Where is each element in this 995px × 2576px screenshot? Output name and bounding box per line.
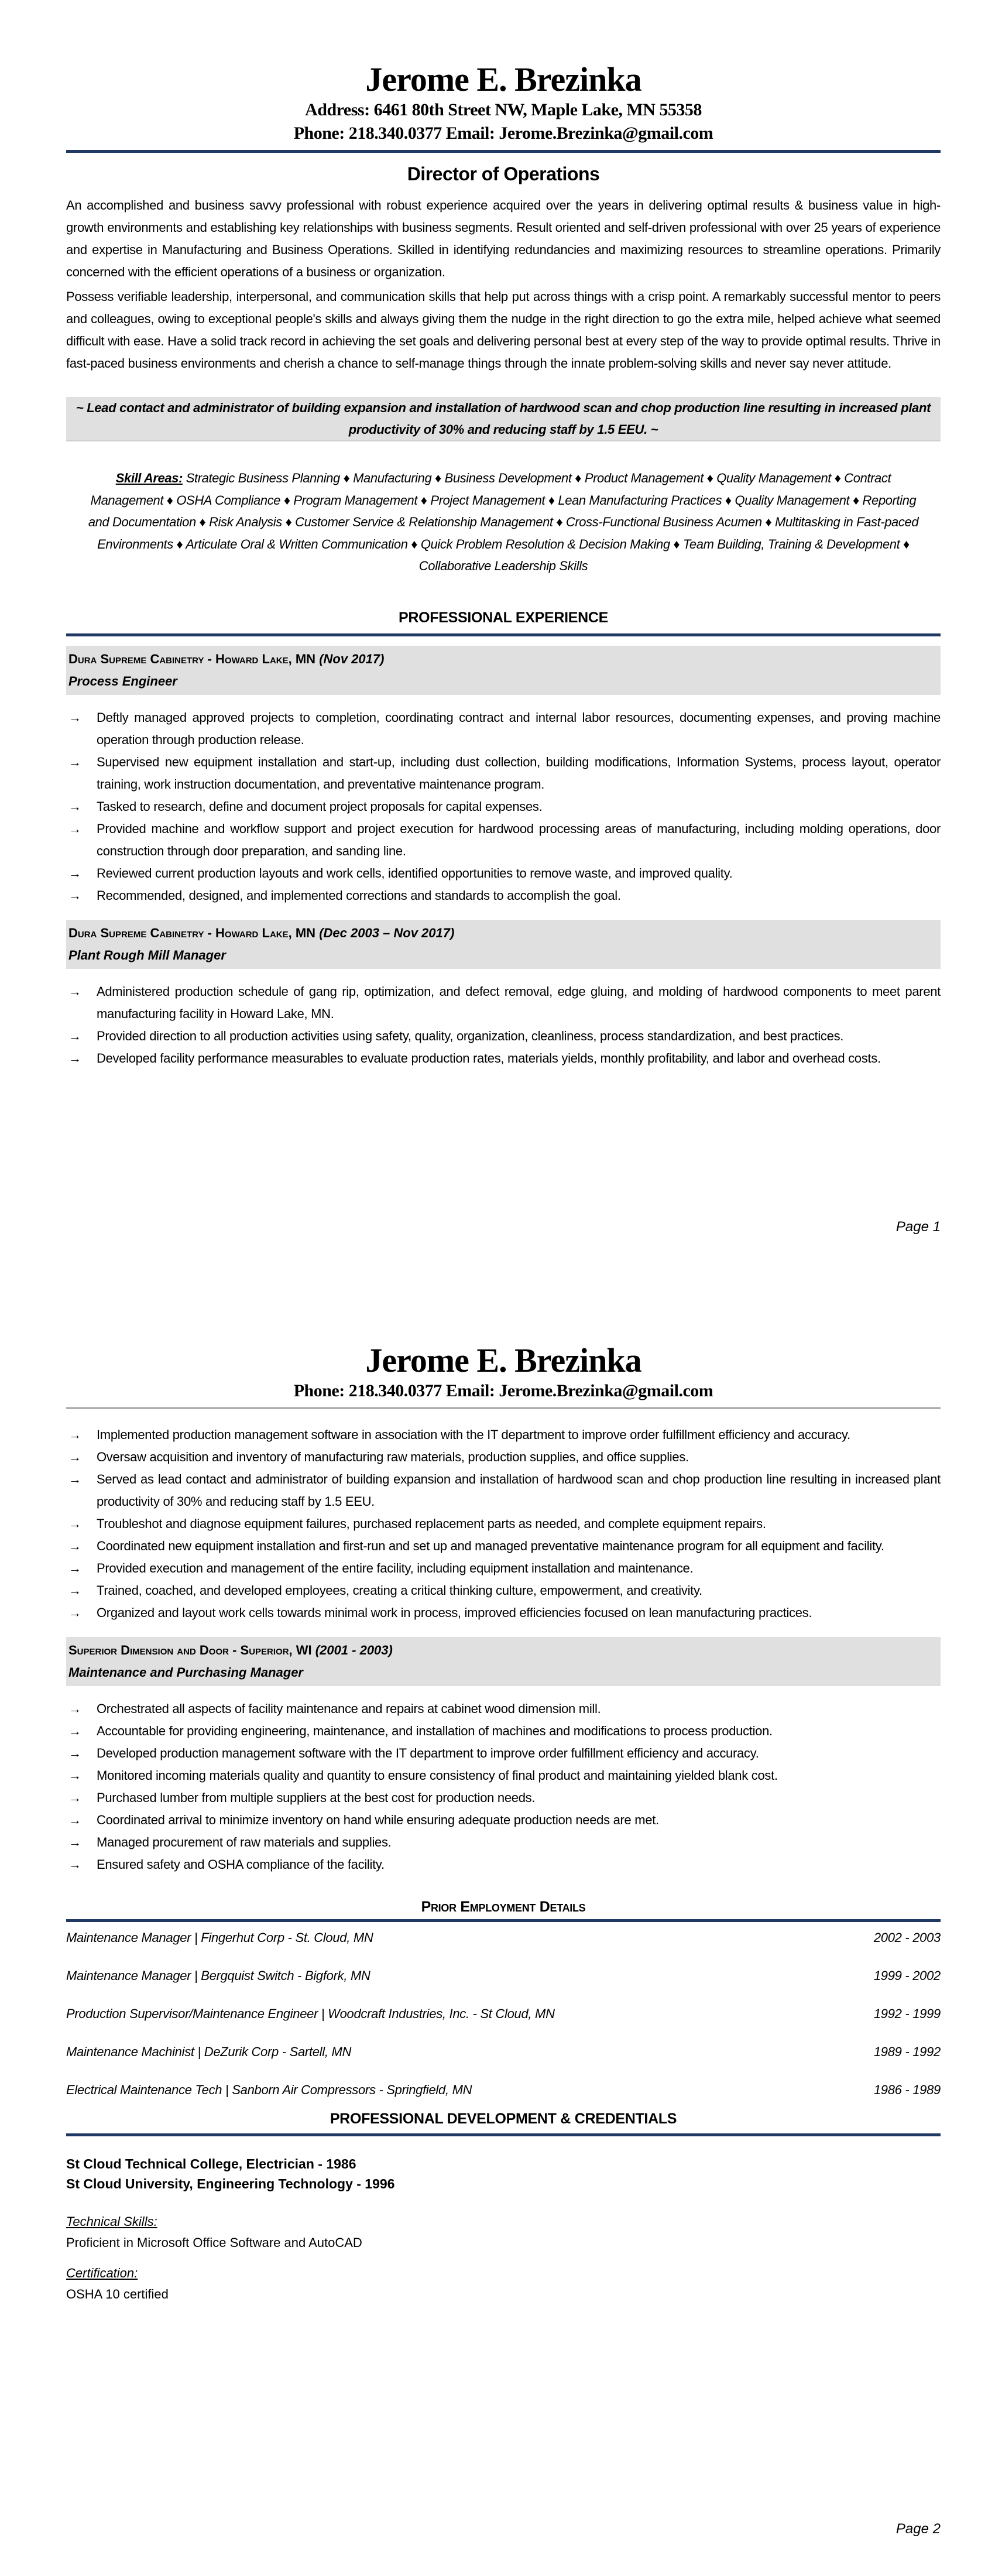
bullet-text: Monitored incoming materials quality and quantity to ensure consistency of final product and maintaining yielded blank cost. <box>97 1768 778 1783</box>
arrow-icon: → <box>68 710 81 725</box>
bullet-text: Coordinated arrival to minimize inventory on hand while ensuring adequate production needs are met. <box>97 1813 659 1827</box>
bullet-item <box>66 751 941 796</box>
arrow-icon: → <box>68 754 81 769</box>
bullet-item <box>66 1468 941 1513</box>
job-role: Plant Rough Mill Manager <box>68 947 226 962</box>
job-company: Dura Supreme Cabinetry - Howard Lake, MN <box>68 651 316 666</box>
arrow-icon: → <box>68 1701 81 1716</box>
job-company: Superior Dimension and Door - Superior, WI <box>68 1643 312 1657</box>
arrow-icon: → <box>68 1768 81 1783</box>
bullet-item <box>66 1025 941 1047</box>
bullet-item <box>66 1831 941 1854</box>
arrow-icon: → <box>68 865 81 881</box>
education-item: St Cloud University, Engineering Technology - 1996 <box>66 2176 395 2191</box>
job-bullets <box>66 1424 941 1624</box>
bullet-item <box>66 1720 941 1742</box>
page-number: Page 1 <box>896 1219 941 1235</box>
arrow-icon: → <box>68 1857 81 1872</box>
bullet-text: Ensured safety and OSHA compliance of the facility. <box>97 1857 385 1872</box>
arrow-icon: → <box>68 1605 81 1620</box>
bullet-text: Troubleshot and diagnose equipment failures, purchased replacement parts as needed, and complete equipment repairs. <box>97 1516 766 1531</box>
bullet-text: Managed procurement of raw materials and supplies. <box>97 1835 392 1849</box>
prior-employment-row <box>66 1965 941 1987</box>
section-divider <box>66 1919 941 1922</box>
job-dates: (Nov 2017) <box>319 651 385 666</box>
job-bullets <box>66 981 941 1070</box>
job-dates: (2001 - 2003) <box>315 1643 393 1657</box>
arrow-icon: → <box>68 1028 81 1043</box>
bullet-item <box>66 1535 941 1557</box>
prior-employment-row <box>66 2003 941 2025</box>
skill-areas-list: Strategic Business Planning ♦ Manufacturing ♦ Business Development ♦ Product Management ♦ Quality Management ♦ Contract Management ♦ OSHA Compliance ♦ Program Management ♦ Project Management ♦ Lean Manufacturing Practices ♦ Quality Management ♦ Reporting and Documentation ♦ Risk Analysis ♦ Customer Service & Relationship Management ♦ Cross-Functional Business Acumen ♦ Multitasking in Fast-paced Environments ♦ Articulate Oral & Written Communication ♦ Quick Problem Resolution & Decision Making ♦ Team Building, Training & Development ♦ Collaborative Leadership Skills <box>88 471 919 573</box>
bullet-item <box>66 1557 941 1580</box>
prior-employment-row <box>66 2041 941 2063</box>
arrow-icon: → <box>68 1450 81 1464</box>
contact-info: Phone: 218.340.0377 Email: Jerome.Brezinka@gmail.com <box>293 1381 713 1400</box>
technical-skills-label: Technical Skills: <box>66 2214 157 2229</box>
bullet-text: Supervised new equipment installation and start-up, including dust collection, building modifications, Information Systems, process layout, operator training, work instruction documentation, and preventative maintenance program. <box>97 754 941 792</box>
job-role: Maintenance and Purchasing Manager <box>68 1665 303 1680</box>
arrow-icon: → <box>68 1561 81 1575</box>
bullet-text: Oversaw acquisition and inventory of manufacturing raw materials, production supplies, and office supplies. <box>97 1450 689 1464</box>
bullet-item <box>66 1513 941 1535</box>
bullet-item <box>66 1854 941 1876</box>
prior-employment-list <box>66 1927 941 2101</box>
bullet-text: Trained, coached, and developed employees, creating a critical thinking culture, empowerment, and creativity. <box>97 1583 702 1598</box>
bullet-item <box>66 1765 941 1787</box>
arrow-icon: → <box>68 1790 81 1805</box>
contact-info: Phone: 218.340.0377 Email: Jerome.Brezinka@gmail.com <box>293 124 713 143</box>
bullet-item <box>66 1809 941 1831</box>
bullet-item <box>66 818 941 862</box>
section-heading-prior-employment: Prior Employment Details <box>421 1899 586 1915</box>
arrow-icon: → <box>68 1539 81 1553</box>
arrow-icon: → <box>68 1472 81 1486</box>
bullet-text: Deftly managed approved projects to completion, coordinating contract and internal labor resources, documenting expenses, and proving machine operation through production release. <box>97 710 941 747</box>
bullet-text: Recommended, designed, and implemented corrections and standards to accomplish the goal. <box>97 888 621 903</box>
job-header <box>66 920 941 969</box>
arrow-icon: → <box>68 888 81 903</box>
bullet-item <box>66 1446 941 1468</box>
bullet-item <box>66 981 941 1025</box>
arrow-icon: → <box>68 1427 81 1442</box>
job-bullets <box>66 1698 941 1876</box>
bullet-text: Tasked to research, define and document project proposals for capital expenses. <box>97 799 543 814</box>
arrow-icon: → <box>68 1813 81 1827</box>
header-divider <box>66 1407 941 1409</box>
bullet-text: Organized and layout work cells towards minimal work in process, improved efficiencies focused on lean manufacturing practices. <box>97 1605 812 1620</box>
arrow-icon: → <box>68 1516 81 1531</box>
bullet-text: Provided machine and workflow support and project execution for hardwood processing areas of manufacturing, including molding operations, door construction through door preparation, and sanding line. <box>97 821 941 858</box>
job-header <box>66 646 941 695</box>
bullet-text: Served as lead contact and administrator of building expansion and installation of hardwood scan and chop production line resulting in increased plant productivity of 30% and reducing staff by 1.5 EEU. <box>97 1472 941 1509</box>
bullet-item <box>66 862 941 885</box>
address: Address: 6461 80th Street NW, Maple Lake, MN 55358 <box>305 100 702 119</box>
bullet-item <box>66 1602 941 1624</box>
candidate-name: Jerome E. Brezinka <box>365 1341 641 1379</box>
arrow-icon: → <box>68 1835 81 1849</box>
job-dates: (Dec 2003 – Nov 2017) <box>319 925 455 940</box>
education-item: St Cloud Technical College, Electrician - 1986 <box>66 2156 356 2171</box>
bullet-text: Orchestrated all aspects of facility maintenance and repairs at cabinet wood dimension mill. <box>97 1701 601 1716</box>
prior-role: Maintenance Machinist | DeZurik Corp - Sartell, MN <box>66 2044 352 2059</box>
summary-paragraph: An accomplished and business savvy professional with robust experience acquired over the years in delivering optimal results & business value in high-growth environments and establishing key relationships with business segments. Result oriented and self-driven professional with over 25 years of experience and expertise in Manufacturing and Business Operations. Skilled in identifying redundancies and maximizing resources to streamline operations. Primarily concerned with the efficient operations of a business or organization. <box>66 198 941 279</box>
page-number: Page 2 <box>896 2521 941 2537</box>
bullet-text: Reviewed current production layouts and work cells, identified opportunities to remove waste, and improved quality. <box>97 865 733 881</box>
bullet-text: Developed facility performance measurables to evaluate production rates, materials yields, monthly profitability, and labor and overhead costs. <box>97 1050 881 1066</box>
bullet-text: Provided direction to all production activities using safety, quality, organization, cleanliness, process standardization, and best practices. <box>97 1028 844 1043</box>
section-heading-credentials: PROFESSIONAL DEVELOPMENT & CREDENTIALS <box>330 2111 677 2127</box>
page-2 <box>0 1288 995 2576</box>
certification: OSHA 10 certified <box>66 2287 169 2301</box>
prior-employment-row <box>66 1927 941 1949</box>
arrow-icon: → <box>68 821 81 836</box>
arrow-icon: → <box>68 799 81 814</box>
certification-label: Certification: <box>66 2266 138 2280</box>
arrow-icon: → <box>68 1050 81 1066</box>
bullet-text: Implemented production management software in association with the IT department to improve order fulfillment efficiency and accuracy. <box>97 1427 850 1442</box>
job-header <box>66 1637 941 1686</box>
skill-areas <box>84 467 923 577</box>
bullet-text: Coordinated new equipment installation and first-run and set up and managed preventative maintenance program for all equipment and facility. <box>97 1539 884 1553</box>
arrow-icon: → <box>68 984 81 999</box>
prior-employment-row <box>66 2079 941 2101</box>
bullet-text: Provided execution and management of the entire facility, including equipment installation and maintenance. <box>97 1561 694 1575</box>
section-heading-experience: PROFESSIONAL EXPERIENCE <box>399 609 608 626</box>
skill-areas-label: Skill Areas: <box>115 471 183 485</box>
bullet-text: Accountable for providing engineering, maintenance, and installation of machines and modifications to process production. <box>97 1724 773 1738</box>
arrow-icon: → <box>68 1583 81 1598</box>
job-role: Process Engineer <box>68 673 177 688</box>
bullet-item <box>66 1047 941 1070</box>
candidate-name: Jerome E. Brezinka <box>365 60 641 98</box>
bullet-item <box>66 1424 941 1446</box>
summary-paragraph: Possess verifiable leadership, interpersonal, and communication skills that help put across things with a crisp point. A remarkably successful mentor to peers and colleagues, owing to exceptional people's skills and always giving them the nudge in the right direction to go the extra mile, helped achieve what seemed difficult with ease. Have a solid track record in achieving the set goals and delivering personal best at every step of the way to provide optimal results. Thrive in fast-paced business environments and cherish a chance to self-manage things through the innate problem-solving skills and never say never attitude. <box>66 289 941 371</box>
prior-years: 1986 - 1989 <box>873 2082 941 2097</box>
bullet-item <box>66 1742 941 1765</box>
prior-years: 1989 - 1992 <box>873 2044 941 2059</box>
bullet-text: Administered production schedule of gang rip, optimization, and defect removal, edge gluing, and molding of hardwood components to meet parent manufacturing facility in Howard Lake, MN. <box>97 984 941 1021</box>
technical-skills: Proficient in Microsoft Office Software and AutoCAD <box>66 2235 362 2250</box>
bullet-item <box>66 885 941 907</box>
bullet-text: Developed production management software with the IT department to improve order fulfillment efficiency and accuracy. <box>97 1746 759 1760</box>
prior-role: Electrical Maintenance Tech | Sanborn Air Compressors - Springfield, MN <box>66 2082 472 2097</box>
job-company: Dura Supreme Cabinetry - Howard Lake, MN <box>68 925 316 940</box>
bullet-item <box>66 707 941 751</box>
bullet-item <box>66 1698 941 1720</box>
prior-years: 1999 - 2002 <box>873 1968 941 1983</box>
bullet-item <box>66 1787 941 1809</box>
highlight-banner: ~ Lead contact and administrator of building expansion and installation of hardwood scan and chop production line resulting in increased plant productivity of 30% and reducing staff by 1.5 EEU. ~ <box>66 397 941 441</box>
bullet-item <box>66 796 941 818</box>
prior-years: 2002 - 2003 <box>873 1930 941 1945</box>
prior-role: Maintenance Manager | Bergquist Switch - Bigfork, MN <box>66 1968 370 1983</box>
prior-role: Maintenance Manager | Fingerhut Corp - St. Cloud, MN <box>66 1930 373 1945</box>
bullet-item <box>66 1580 941 1602</box>
section-divider <box>66 633 941 636</box>
job-title: Director of Operations <box>407 163 600 184</box>
arrow-icon: → <box>68 1746 81 1760</box>
section-divider <box>66 2133 941 2136</box>
prior-role: Production Supervisor/Maintenance Engineer | Woodcraft Industries, Inc. - St Cloud, MN <box>66 2006 555 2021</box>
arrow-icon: → <box>68 1724 81 1738</box>
job-bullets <box>66 707 941 907</box>
bullet-text: Purchased lumber from multiple suppliers at the best cost for production needs. <box>97 1790 536 1805</box>
prior-years: 1992 - 1999 <box>873 2006 941 2021</box>
header-divider <box>66 150 941 153</box>
